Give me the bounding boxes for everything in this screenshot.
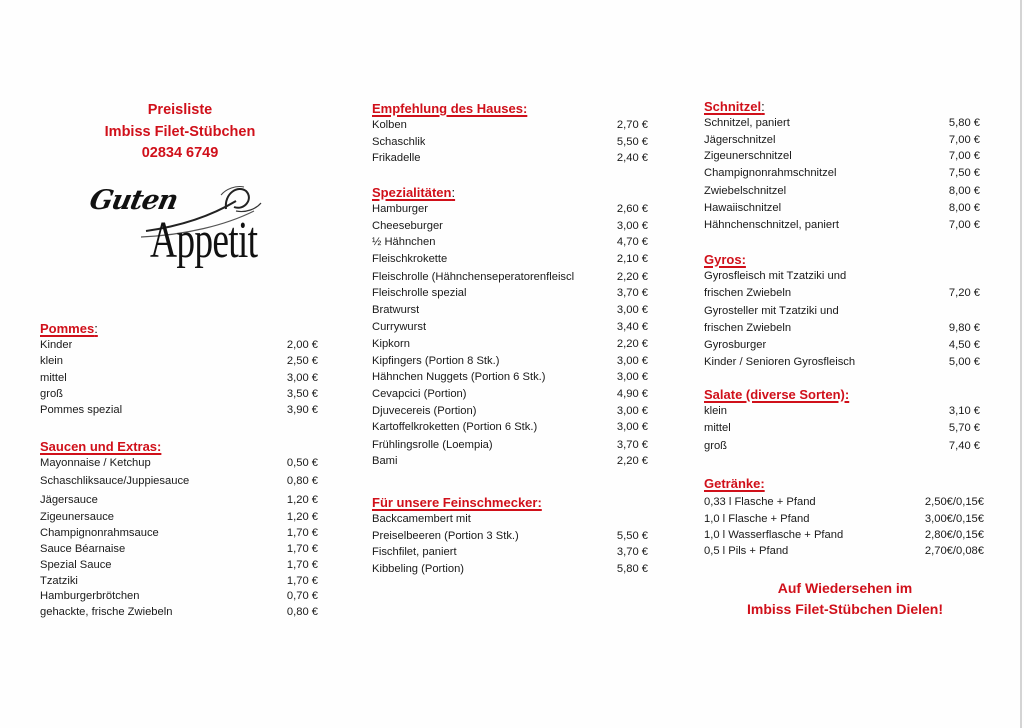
menu-item: Frühlingsrolle (Loempia) 3,70 € [372,438,648,451]
farewell-line-1: Auf Wiedersehen im [777,580,913,596]
menu-item: groß 7,40 € [704,439,980,452]
menu-item: Champignonrahmsauce 1,70 € [40,527,318,539]
menu-item: klein 2,50 € [40,355,318,368]
section-title: Getränke: [704,476,765,491]
section-title: Pommes [40,321,95,336]
menu-item: Djuvecereis (Portion) 3,00 € [372,404,648,417]
menu-item: Kartoffelkroketten (Portion 6 Stk.) 3,00 € [372,421,648,433]
section-gyros [704,251,980,370]
menu-item: Spezial Sauce 1,70 € [40,559,318,571]
menu-item: Bami 2,20 € [372,455,648,467]
menu-item: Zwiebelschnitzel 8,00 € [704,184,980,197]
menu-item: Kinder 2,00 € [40,339,318,351]
menu-item: mittel 5,70 € [704,421,980,434]
section-schnitzel: Schnitzel: Schnitzel, paniert 5,80 € Jägerschnitzel 7,00 € Zigeunerschnitzel 7,00 € Champignonrahmschnitzel 7,50 € Zwiebelschnitzel 8,00 € Hawaiischnitzel 8,00 € Hähnchenschnitzel, paniert 7,00 € [704,98,980,233]
section-title: Für unsere Feinschmecker: [372,495,542,510]
menu-item: Kipfingers (Portion 8 Stk.) 3,00 € [372,354,648,367]
farewell-message [700,578,990,620]
menu-item: mittel 3,00 € [40,371,318,384]
menu-item: Kipkorn 2,20 € [372,338,648,350]
menu-item: Schaschliksauce/Juppiesauce 0,80 € [40,475,318,487]
menu-item: Hähnchen Nuggets (Portion 6 Stk.) 3,00 € [372,371,648,383]
menu-item: Zigeunerschnitzel 7,00 € [704,150,980,162]
menu-item: Mayonnaise / Ketchup 0,50 € [40,457,318,469]
section-title: Salate (diverse Sorten): [704,387,850,402]
menu-item: klein 3,10 € [704,405,980,417]
section-salate [704,386,980,454]
guten-appetit-logo [86,181,276,281]
menu-item: Schaschlik 5,50 € [372,135,648,148]
menu-item: 1,0 l Wasserflasche + Pfand 2,80€/0,15€ [704,529,984,541]
section-pommes: Pommes: Kinder 2,00 € klein 2,50 € mittel 3,00 € groß 3,50 € Pommes spezial 3,90 € [40,320,318,420]
menu-item: Pommes spezial 3,90 € [40,404,318,417]
section-getraenke [704,475,984,559]
menu-item: frischen Zwiebeln 7,20 € [704,287,980,299]
section-title: Schnitzel [704,99,762,114]
menu-item: Hähnchenschnitzel, paniert 7,00 € [704,218,980,231]
menu-item: Currywurst 3,40 € [372,321,648,333]
menu-item: frischen Zwiebeln 9,80 € [704,321,980,334]
menu-item: Kolben 2,70 € [372,119,648,131]
menu-item: Fischfilet, paniert 3,70 € [372,546,648,558]
menu-item: Gyrosburger 4,50 € [704,339,980,351]
menu-item: gehackte, frische Zwiebeln 0,80 € [40,606,318,618]
menu-item: ½ Hähnchen 4,70 € [372,236,648,248]
menu-item: Schnitzel, paniert 5,80 € [704,117,980,129]
menu-item: Gyrosteller mit Tzatziki und [704,304,839,317]
menu-item: Zigeunersauce 1,20 € [40,511,318,523]
menu-item: Tzatziki 1,70 € [40,575,318,587]
section-feinschmecker [372,494,648,577]
menu-item: Jägersauce 1,20 € [40,494,318,506]
section-title: Empfehlung des Hauses: [372,101,528,116]
restaurant-name: Imbiss Filet-Stübchen [104,123,256,140]
menu-item: Preiselbeeren (Portion 3 Stk.) 5,50 € [372,529,648,542]
menu-item: Bratwurst 3,00 € [372,303,648,316]
header-title: Preisliste [147,102,213,118]
menu-item: Gyrosfleisch mit Tzatziki und [704,270,847,282]
menu-header [80,100,280,165]
menu-item: Fleischrolle spezial 3,70 € [372,287,648,299]
menu-item: Hawaiischnitzel 8,00 € [704,202,980,214]
farewell-line-2: Imbiss Filet-Stübchen Dielen! [746,601,944,617]
menu-item: Sauce Béarnaise 1,70 € [40,543,318,555]
section-saucen [40,438,318,620]
menu-item: Jägerschnitzel 7,00 € [704,133,980,146]
section-title: Gyros: [704,252,746,267]
menu-item: 0,33 l Flasche + Pfand 2,50€/0,15€ [704,496,984,508]
page-edge-divider [1020,0,1022,728]
menu-item: 0,5 l Pils + Pfand 2,70€/0,08€ [704,545,984,557]
menu-item: Backcamembert mit [372,513,471,525]
menu-item: Hamburger 2,60 € [372,203,648,215]
section-title: Saucen und Extras: [40,439,162,454]
section-title: Spezialitäten [372,185,452,200]
logo-text-appetit: Appetit [150,212,258,269]
menu-item: Champignonrahmschnitzel 7,50 € [704,166,980,179]
menu-item: Kinder / Senioren Gyrosfleisch 5,00 € [704,355,980,368]
menu-item: groß 3,50 € [40,387,318,400]
menu-item: Cevapcici (Portion) 4,90 € [372,387,648,400]
section-spezialitaeten: Spezialitäten: Hamburger 2,60 € Cheeseburger 3,00 € ½ Hähnchen 4,70 € Fleischkrokette 2,10 € Fleischrolle (Hähnchenseperatorenfleiscl 2,20 € Fleischrolle spezial 3,70 € Bratwurst 3,00 € Currywurst 3,40 € Kipkorn 2,20 € Kipfingers (Portion 8 Stk.) 3,00 € Hähnchen Nuggets (Portion 6 Stk.) 3,00 € Cevapcici (Portion) 4,90 € Djuvecereis (Portion) 3,00 € Kartoffelkroketten (Portion 6 Stk.) 3,00 € Frühlingsrolle (Loempia) 3,70 € Bami 2,20 € [372,184,648,470]
menu-item: Kibbeling (Portion) 5,80 € [372,562,648,575]
logo-text-guten: Guten [86,185,181,216]
section-empfehlung [372,100,648,167]
menu-item: Hamburgerbrötchen 0,70 € [40,590,318,602]
menu-item: Cheeseburger 3,00 € [372,219,648,232]
menu-item: Fleischkrokette 2,10 € [372,252,648,265]
menu-item: Frikadelle 2,40 € [372,152,648,164]
menu-item: 1,0 l Flasche + Pfand 3,00€/0,15€ [704,512,984,525]
menu-item: Fleischrolle (Hähnchenseperatorenfleiscl 2,20 € [372,270,648,283]
phone-number: 02834 6749 [141,145,219,161]
